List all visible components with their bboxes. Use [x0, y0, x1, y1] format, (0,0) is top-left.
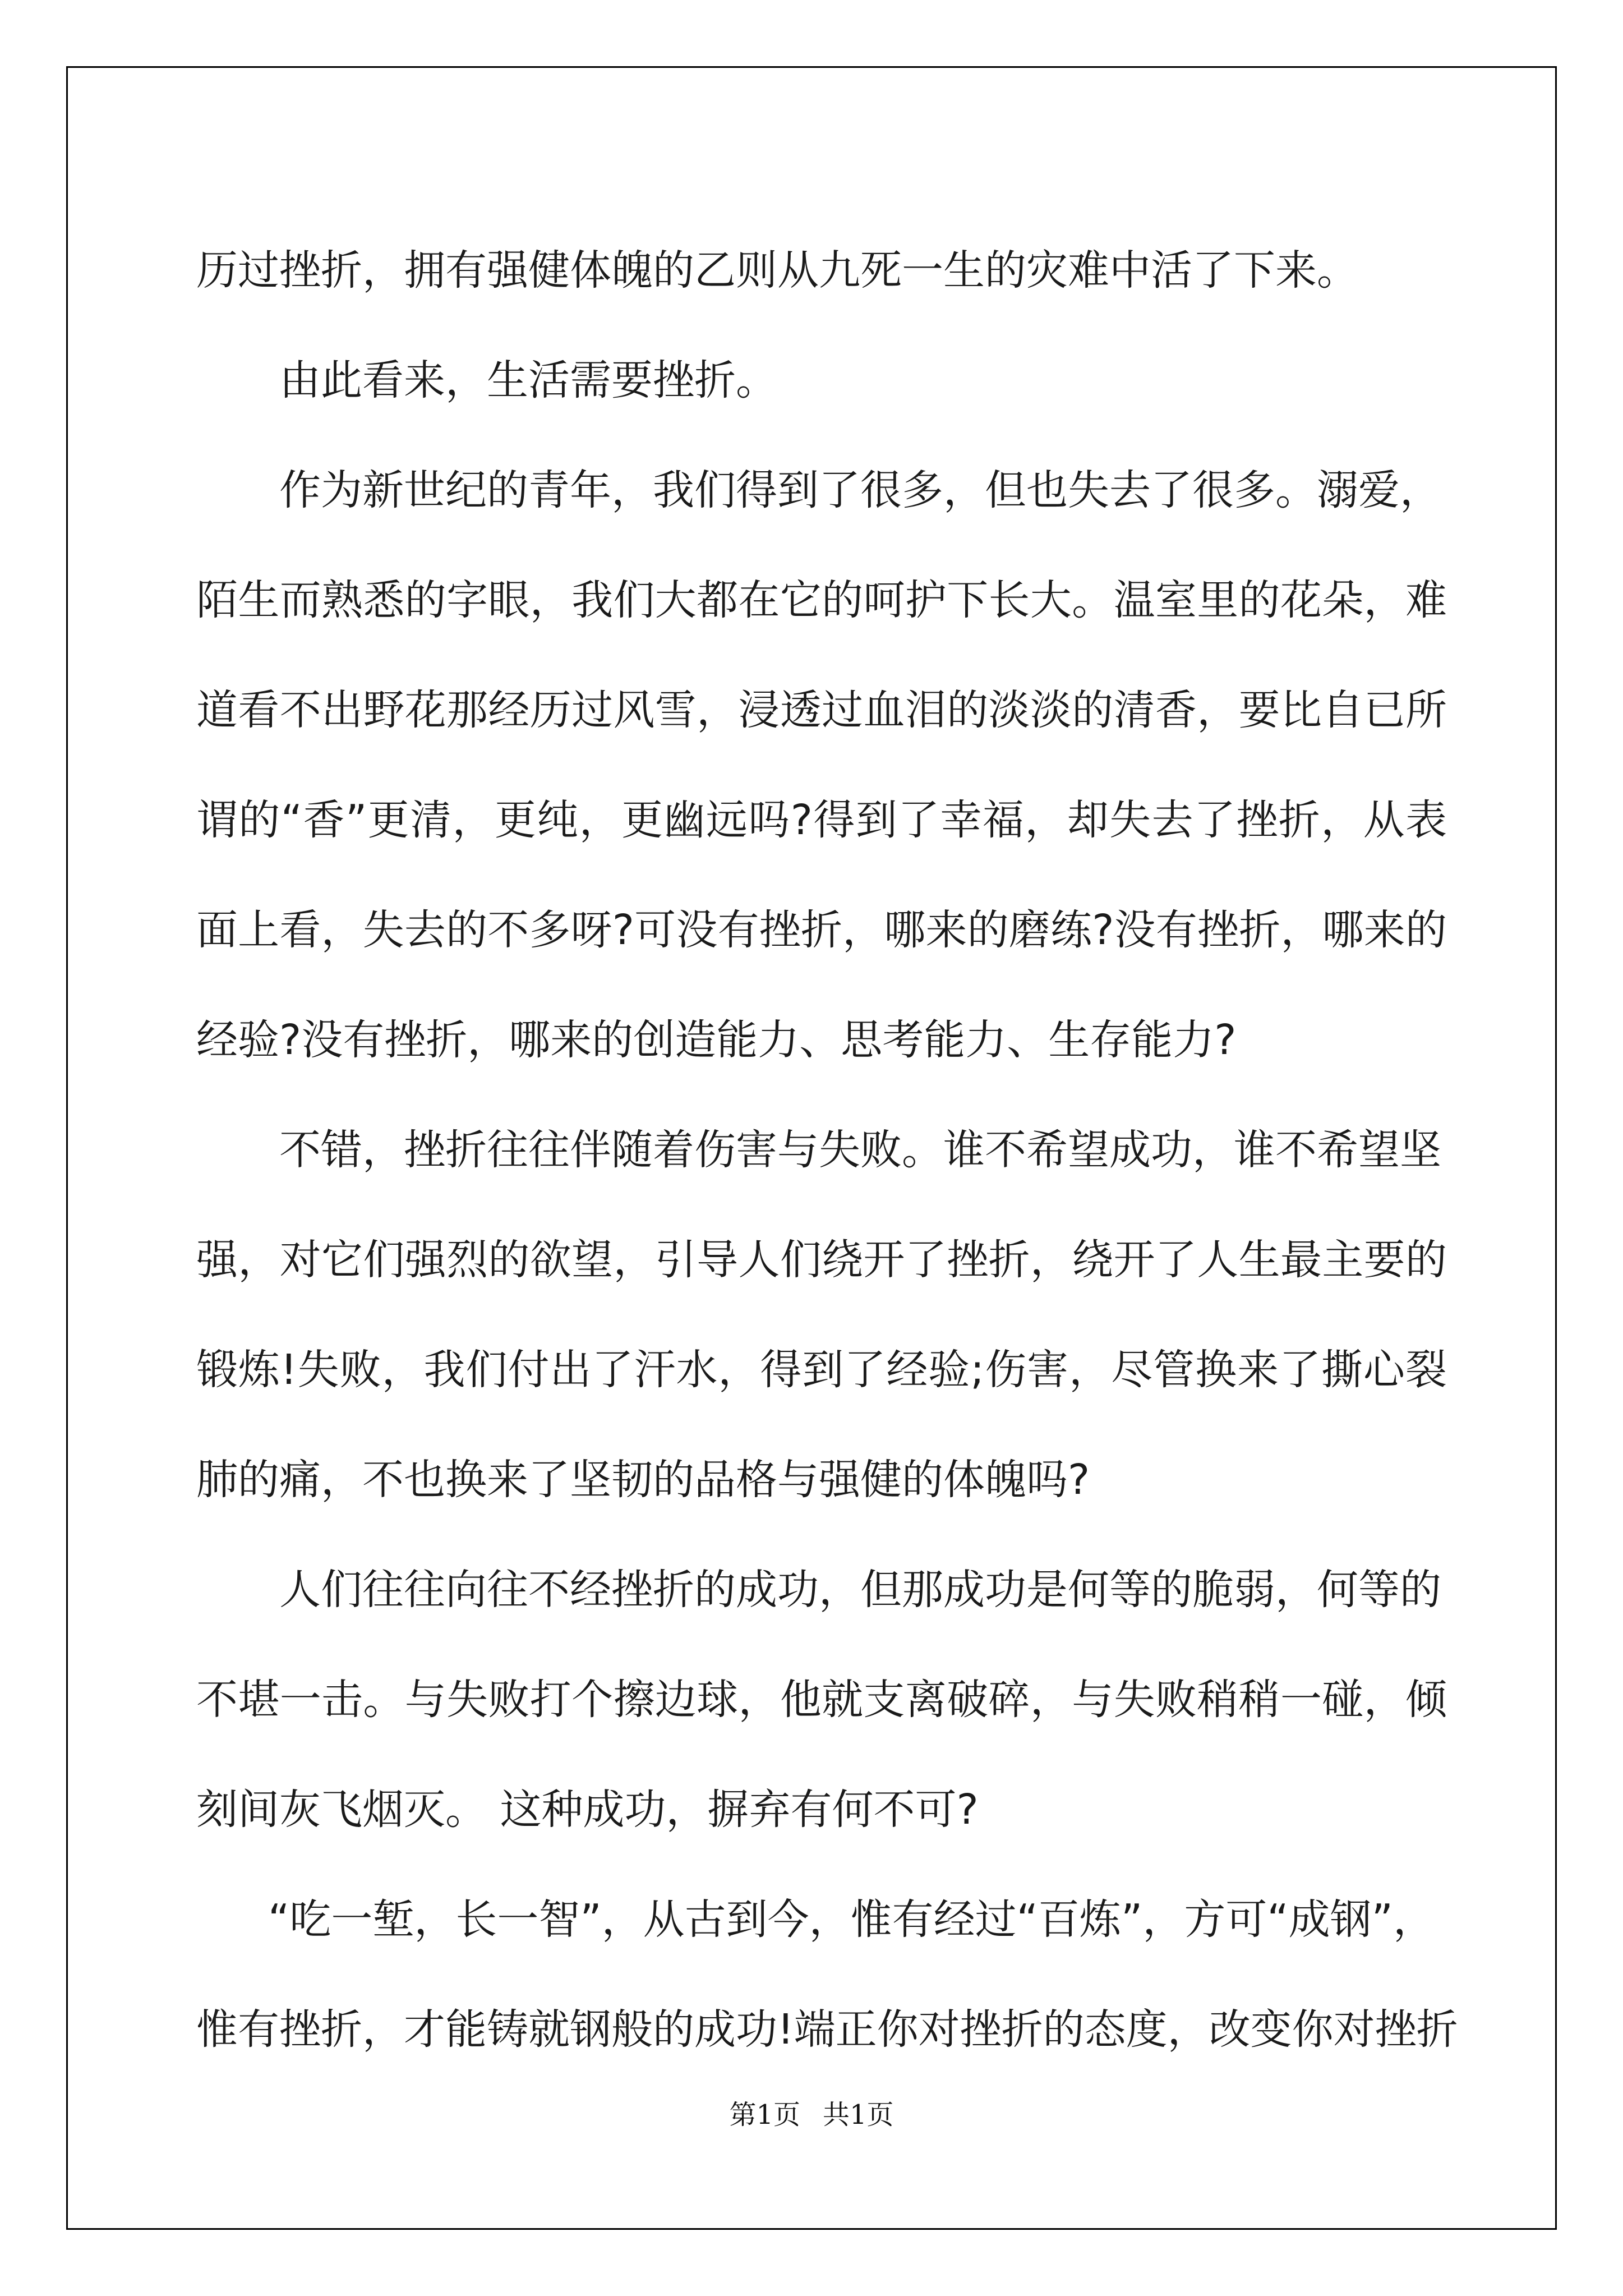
text-line: 人们往往向往不经挫折的成功，但那成功是何等的脆弱，何等的 [279, 1566, 1441, 1614]
text-line: 不错，挫折往往伴随着伤害与失败。谁不希望成功，谁不希望坚 [279, 1126, 1441, 1174]
text-line: 锻炼!失败，我们付出了汗水，得到了经验;伤害，尽管换来了撕心裂 [196, 1346, 1447, 1394]
text-line: 不堪一击。与失败打个擦边球，他就支离破碎，与失败稍稍一碰，倾 [196, 1676, 1447, 1724]
text-line: 惟有挫折，才能铸就钢般的成功!端正你对挫折的态度，改变你对挫折 [196, 2005, 1458, 2054]
page-number: 第1页 [729, 2099, 800, 2131]
document-body [196, 215, 1458, 2085]
text-line: 谓的“香”更清，更纯，更幽远吗?得到了幸福，却失去了挫折，从表 [196, 796, 1447, 844]
page-total: 共1页 [823, 2099, 894, 2131]
text-line: 陌生而熟悉的字眼，我们大都在它的呵护下长大。温室里的花朵，难 [196, 576, 1447, 624]
page-footer [0, 2098, 1623, 2132]
text-line: 面上看，失去的不多呀?可没有挫折，哪来的磨练?没有挫折，哪来的 [196, 906, 1447, 954]
text-line: 道看不出野花那经历过风雪，浸透过血泪的淡淡的清香，要比自已所 [196, 686, 1447, 734]
text-line: 作为新世纪的青年，我们得到了很多，但也失去了很多。溺爱， [279, 466, 1441, 514]
text-line: 强，对它们强烈的欲望，引导人们绕开了挫折，绕开了人生最主要的 [196, 1236, 1447, 1284]
text-line: 刻间灰飞烟灭。 这种成功，摒弃有何不可? [196, 1786, 979, 1834]
text-line: “吃一堑，长一智”，从古到今，惟有经过“百炼”，方可“成钢”， [268, 1895, 1435, 1944]
text-line: 肺的痛，不也换来了坚韧的品格与强健的体魄吗? [196, 1456, 1090, 1504]
text-line: 由此看来，生活需要挫折。 [279, 356, 777, 404]
text-line: 经验?没有挫折，哪来的创造能力、思考能力、生存能力? [196, 1016, 1237, 1064]
text-line: 历过挫折，拥有强健体魄的乙则从九死一生的灾难中活了下来。 [196, 246, 1358, 295]
